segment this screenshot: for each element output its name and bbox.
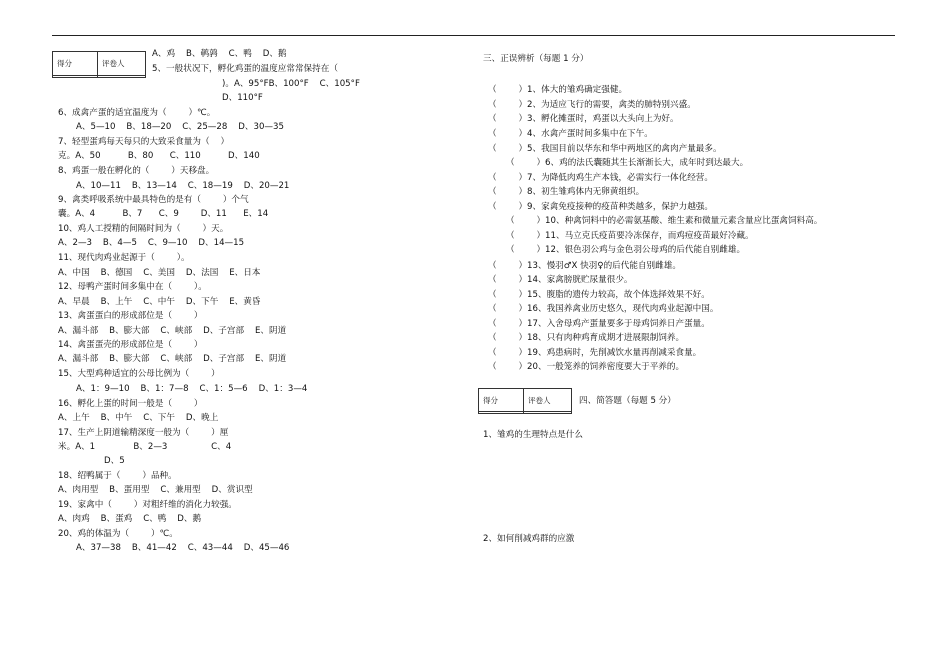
- question-line: 克。A、50 B、80 C、110 D、140: [58, 151, 260, 161]
- tf-item: （ ）10、种禽饲料中的必需氨基酸、维生素和微量元素含量应比蛋禽饲料高。: [506, 216, 823, 226]
- tf-item: （ ）20、一般笼养的饲养密度要大于平养的。: [488, 362, 685, 372]
- short-answer-q2: 2、如何削减鸡群的应激: [483, 534, 575, 544]
- question-line: A、37—38 B、41—42 C、43—44 D、45—46: [76, 543, 290, 553]
- short-answer-q1: 1、雏鸡的生理特点是什么: [483, 430, 583, 440]
- score-label: 得分: [53, 52, 98, 76]
- question-line: A、早晨 B、上午 C、中午 D、下午 E、黄昏: [58, 297, 261, 307]
- section3-title: 三、正误辨析（每题 1 分）: [483, 54, 589, 64]
- question-line: A、中国 B、德国 C、美国 D、法国 E、日本: [58, 268, 261, 278]
- tf-item: （ ）14、家禽膀胱贮尿量很少。: [488, 275, 633, 285]
- question-line: A、漏斗部 B、膨大部 C、峡部 D、子宫部 E、阴道: [58, 354, 287, 364]
- header-rule: [52, 35, 895, 36]
- question-line: 13、禽蛋蛋白的形成部位是（ ）: [58, 311, 203, 321]
- tf-item: （ ）2、为适应飞行的需要，禽类的肺特别兴盛。: [488, 100, 696, 110]
- tf-item: （ ）12、银色羽公鸡与金色羽公母鸡的后代能自别雌雄。: [506, 245, 746, 255]
- grader-label: 评卷人: [524, 389, 572, 412]
- question-line: 米。A、1 B、2—3 C、4: [58, 442, 232, 452]
- question-line: 5、一般状况下，孵化鸡蛋的温度应常常保持在（: [152, 64, 338, 74]
- tf-item: （ ）19、鸡患病时，先削减饮水量再削减采食量。: [488, 348, 702, 358]
- tf-item: （ ）1、体大的雏鸡确定强健。: [488, 85, 628, 95]
- question-line: 12、母鸭产蛋时间多集中在（ ）。: [58, 282, 207, 292]
- score-label: 得分: [479, 389, 524, 412]
- question-line: A、5—10 B、18—20 C、25—28 D、30—35: [76, 122, 284, 132]
- question-line: 16、孵化上蛋的时间一般是（ ）: [58, 399, 203, 409]
- tf-item: （ ）13、慢羽♂X 快羽♀的后代能自别雌雄。: [488, 261, 681, 271]
- tf-item: （ ）16、我国养禽业历史悠久，现代肉鸡业起源中国。: [488, 304, 719, 314]
- question-line: 7、轻型蛋鸡每天每只的大致采食量为（ ）: [58, 137, 230, 147]
- question-line: A、肉鸡 B、蛋鸡 C、鸭 D、鹅: [58, 514, 202, 524]
- question-line: A、鸡 B、鹌鹑 C、鸭 D、鹅: [152, 49, 287, 59]
- tf-item: （ ）15、腹脂的遗传力较高，故个体选择效果不好。: [488, 290, 710, 300]
- score-box-right: [478, 388, 572, 414]
- question-line: )。A、95°FB、100°F C、105°F: [222, 79, 360, 89]
- tf-item: （ ）3、孵化摊蛋时，鸡蛋以大头向上为好。: [488, 114, 679, 124]
- question-line: 19、家禽中（ ）对粗纤维的消化力较强。: [58, 500, 237, 510]
- tf-item: （ ）7、为降低肉鸡生产本钱，必需实行一体化经营。: [488, 173, 713, 183]
- question-line: A、上午 B、中午 C、下午 D、晚上: [58, 413, 219, 423]
- question-line: 9、禽类呼吸系统中最具特色的是有（ ）个气: [58, 195, 249, 205]
- grader-label: 评卷人: [98, 52, 146, 76]
- question-line: 囊。A、4 B、7 C、9 D、11 E、14: [58, 209, 269, 219]
- question-line: 11、现代肉鸡业起源于（ ）。: [58, 253, 190, 263]
- tf-item: （ ）4、水禽产蛋时间多集中在下午。: [488, 129, 653, 139]
- tf-item: （ ）18、只有肉种鸡育成期才进展限制饲养。: [488, 333, 685, 343]
- question-line: 20、鸡的体温为（ ）℃。: [58, 529, 178, 539]
- tf-item: （ ）17、入舍母鸡产蛋量要多于母鸡饲养日产蛋量。: [488, 319, 710, 329]
- section4-title: 四、简答题（每题 5 分）: [579, 396, 676, 406]
- question-line: D、110°F: [222, 93, 263, 103]
- question-line: 17、生产上阴道输精深度一般为（ ）厘: [58, 428, 229, 438]
- question-line: A、漏斗部 B、膨大部 C、峡部 D、子宫部 E、阴道: [58, 326, 287, 336]
- question-line: 6、成禽产蛋的适宜温度为（ ）℃。: [58, 108, 216, 118]
- tf-item: （ ）6、鸡的法氏囊随其生长渐渐长大，成年时到达最大。: [506, 158, 749, 168]
- question-line: A、2—3 B、4—5 C、9—10 D、14—15: [58, 238, 245, 248]
- score-box-left: [52, 51, 146, 78]
- question-line: A、肉用型 B、蛋用型 C、兼用型 D、赏识型: [58, 485, 253, 495]
- question-line: 15、大型鸡种适宜的公母比例为（ ）: [58, 369, 220, 379]
- tf-item: （ ）11、马立克氏疫苗要冷冻保存，而鸡痘疫苗最好冷藏。: [506, 231, 754, 241]
- question-line: 18、绍鸭属于（ ）品种。: [58, 471, 177, 481]
- question-line: D、5: [104, 456, 125, 466]
- tf-item: （ ）5、我国目前以华东和华中两地区的禽肉产量最多。: [488, 144, 722, 154]
- question-line: A、10—11 B、13—14 C、18—19 D、20—21: [76, 181, 290, 191]
- question-line: A、1：9—10 B、1：7—8 C、1：5—6 D、1：3—4: [76, 384, 308, 394]
- question-line: 8、鸡蛋一般在孵化的（ ）天移盘。: [58, 166, 215, 176]
- tf-item: （ ）9、家禽免疫接种的疫苗种类越多，保护力越强。: [488, 202, 713, 212]
- question-line: 14、禽蛋蛋壳的形成部位是（ ）: [58, 340, 203, 350]
- question-line: 10、鸡人工授精的间隔时间为（ ）天。: [58, 224, 229, 234]
- tf-item: （ ）8、初生雏鸡体内无卵黄组织。: [488, 187, 645, 197]
